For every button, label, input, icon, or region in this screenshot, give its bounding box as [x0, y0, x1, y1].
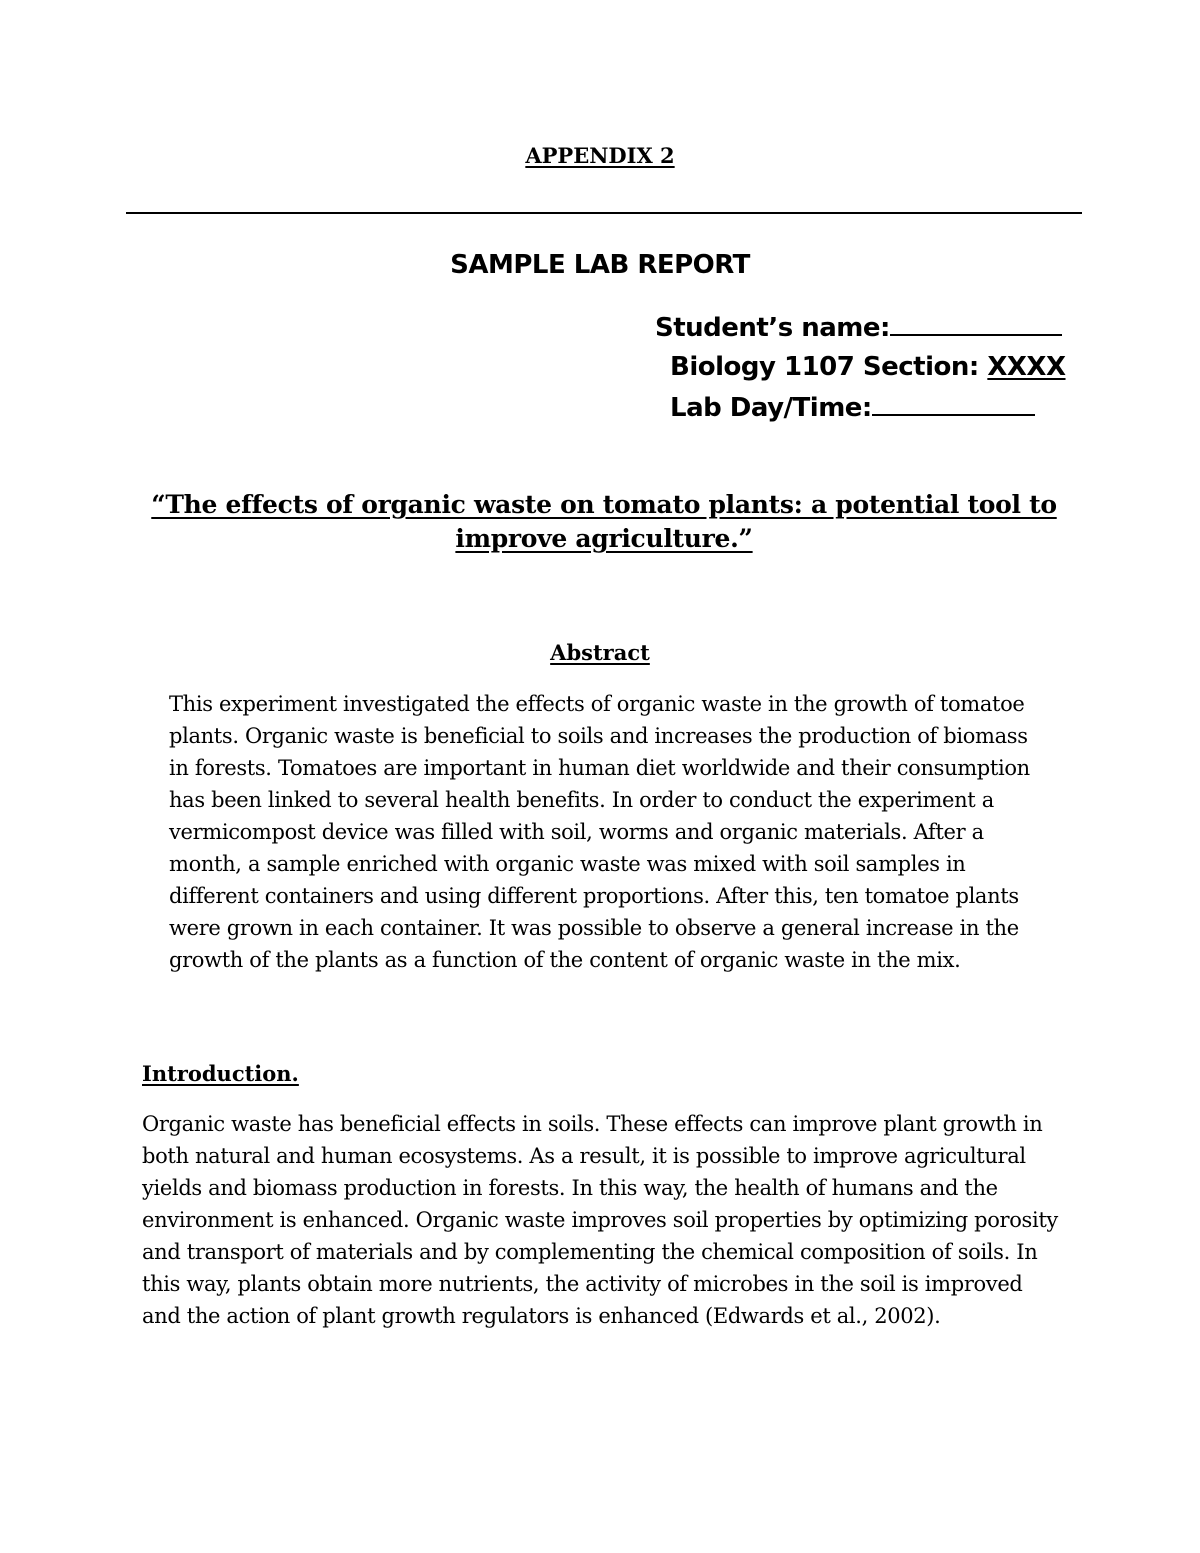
lab-day-time-label: Lab Day/Time:	[670, 393, 872, 423]
appendix-heading: APPENDIX 2	[525, 143, 675, 168]
section-label: Biology 1107 Section:	[670, 352, 979, 382]
student-name-label: Student’s name:	[655, 313, 890, 343]
lab-day-time-line	[670, 392, 1035, 423]
student-name-line	[655, 312, 1062, 343]
student-name-blank	[890, 312, 1062, 336]
horizontal-rule	[126, 212, 1082, 214]
section-line	[670, 352, 1066, 382]
lab-day-time-blank	[872, 392, 1035, 416]
abstract-heading: Abstract	[550, 640, 650, 665]
introduction-paragraph: Organic waste has beneficial effects in soils. These effects can improve plant growth in both natural and human ecosystems. As a result, it is possible to improve agricultural yields and biomass production in forests. In this way, the health of humans and the environment is enhanced. Organic waste improves soil properties by optimizing porosity and transport of materials and by complementing the chemical composition of soils. In this way, plants obtain more nutrients, the activity of microbes in the soil is improved and the action of plant growth regulators is enhanced (Edwards et al., 2002).	[142, 1112, 1058, 1328]
report-main-title: “The effects of organic waste on tomato plants: a potential tool to improve agriculture.”	[151, 490, 1057, 553]
introduction-heading: Introduction.	[142, 1061, 299, 1086]
report-title: SAMPLE LAB REPORT	[450, 250, 750, 280]
section-value: XXXX	[987, 352, 1066, 382]
abstract-paragraph: This experiment investigated the effects of organic waste in the growth of tomatoe plants. Organic waste is beneficial to soils and increases the production of biomass in forests. Tomatoes are important in human diet worldwide and their consumption has been linked to several health benefits. In order to conduct the experiment a vermicompost device was filled with soil, worms and organic materials. After a month, a sample enriched with organic waste was mixed with soil samples in different containers and using different proportions. After this, ten tomatoe plants were grown in each container. It was possible to observe a general increase in the growth of the plants as a function of the content of organic waste in the mix.	[169, 692, 1030, 972]
